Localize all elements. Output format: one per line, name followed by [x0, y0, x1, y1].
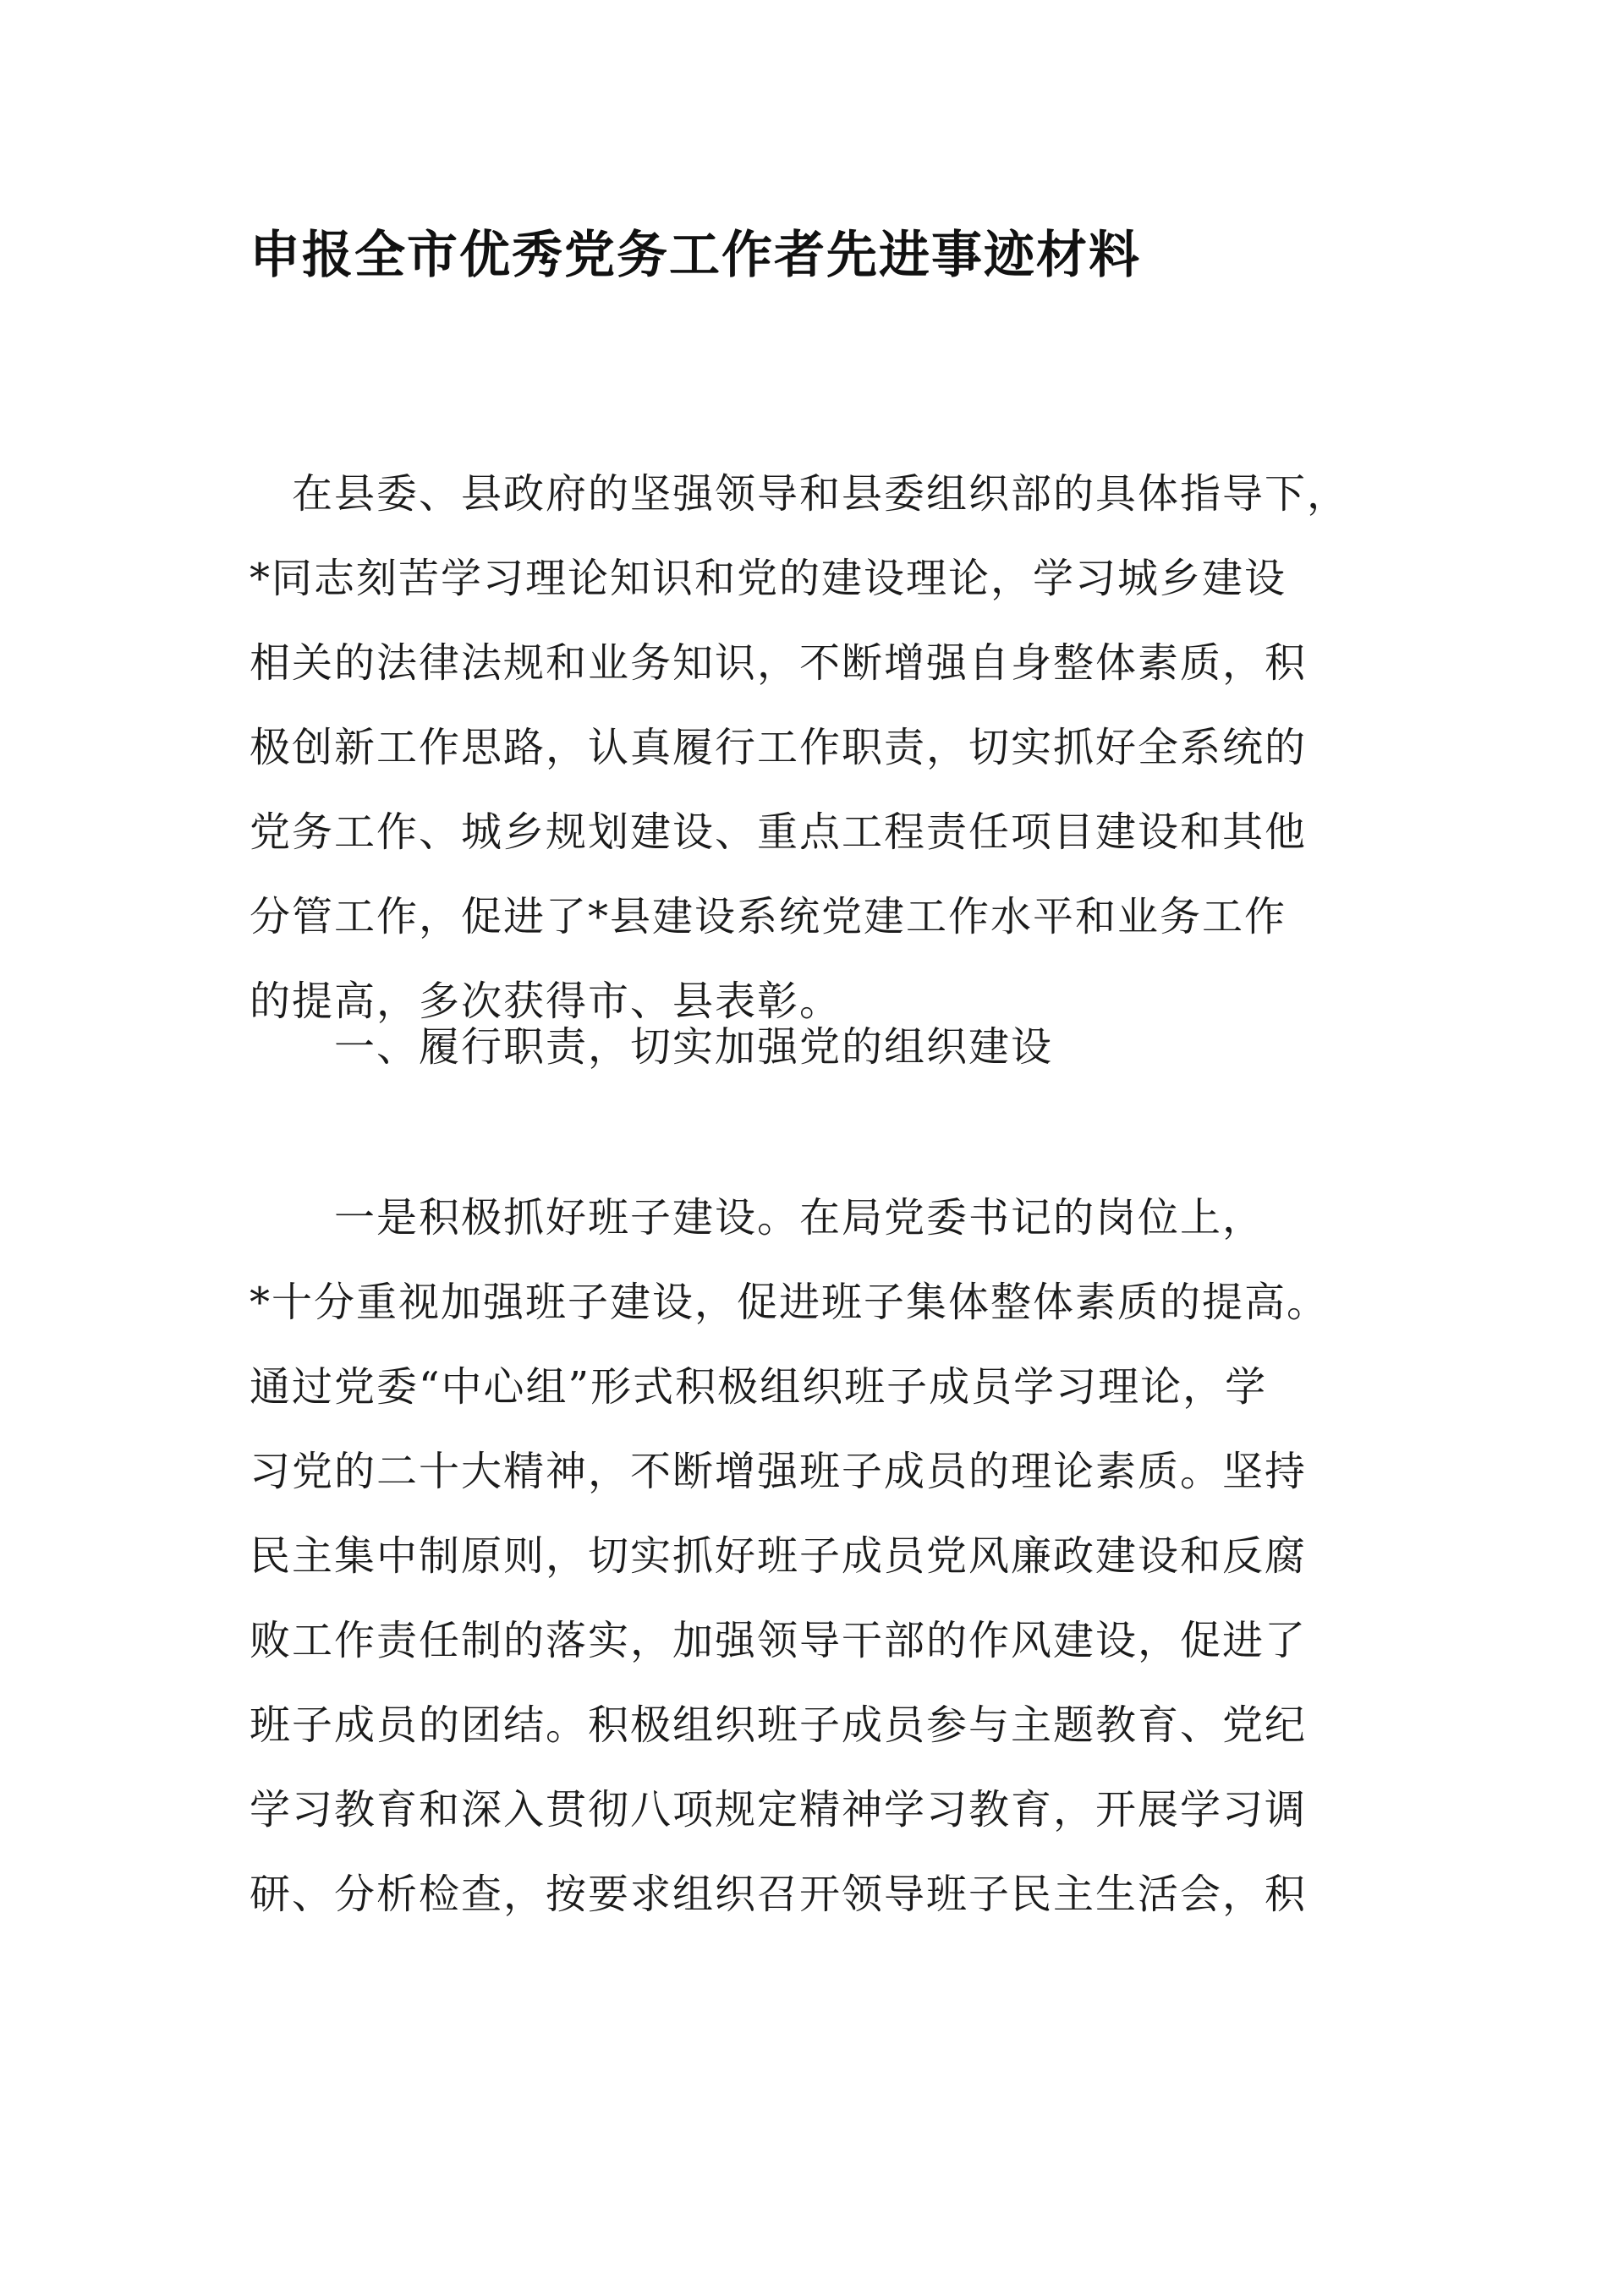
text-line: 极创新工作思路，认真履行工作职责，切实抓好全系统的 [250, 724, 1308, 771]
text-line: 相关的法律法规和业务知识，不断增强自身整体素质，积 [250, 639, 1308, 687]
text-line: 习党的二十大精神，不断增强班子成员的理论素质。坚持 [250, 1448, 1308, 1495]
text-line: 学习教育和深入贯彻八项规定精神学习教育，开展学习调 [250, 1786, 1308, 1833]
text-line: 分管工作，促进了*县建设系统党建工作水平和业务工作 [250, 893, 1287, 940]
text-line: 一是积极抓好班子建设。在局党委书记的岗位上， [250, 1194, 1265, 1241]
text-line: 民主集中制原则，切实抓好班子成员党风廉政建设和反腐 [250, 1532, 1308, 1580]
text-line: *同志刻苦学习理论知识和党的建设理论，学习城乡建设 [250, 555, 1287, 602]
section-paragraph [250, 1175, 1417, 1937]
text-line: 研、分析检查，按要求组织召开领导班子民主生活会，积 [250, 1871, 1308, 1918]
document-title: 申报全市优秀党务工作者先进事迹材料 [250, 226, 1141, 285]
text-line: *十分重视加强班子建设，促进班子集体整体素质的提高。 [250, 1279, 1330, 1326]
text-line: 在县委、县政府的坚强领导和县委组织部的具体指导下， [250, 470, 1350, 518]
section-heading [250, 1005, 1417, 1089]
text-line: 通过党委“中心组”形式积极组织班子成员学习理论，学 [250, 1363, 1268, 1411]
text-line: 的提高，多次获得市、县表彰。 [250, 978, 842, 1025]
text-line: 班子成员的团结。积极组织班子成员参与主题教育、党纪 [250, 1701, 1308, 1749]
text-line: 败工作责任制的落实，加强领导干部的作风建设，促进了 [250, 1617, 1308, 1664]
text-line: 党务工作、城乡规划建设、重点工程责任项目建设和其他 [250, 808, 1308, 856]
section-heading-text: 一、履行职责，切实加强党的组织建设 [250, 1023, 1054, 1071]
intro-paragraph [250, 452, 1417, 1044]
